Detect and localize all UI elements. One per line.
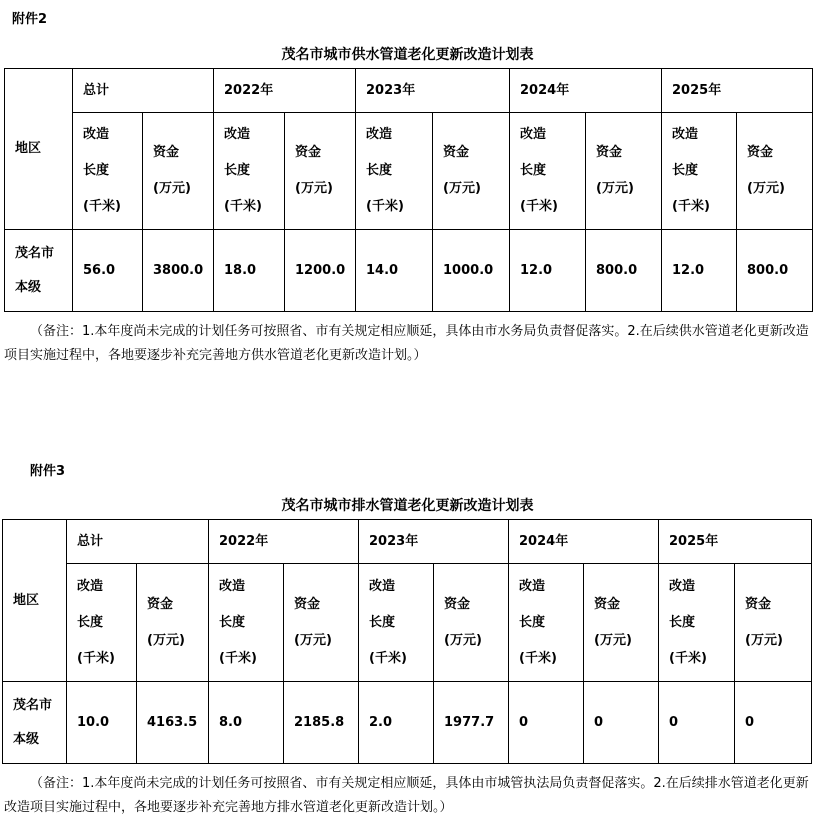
attachment-label: 附件2 [12,12,48,27]
header-fund-cell: 资金 (万元) [284,564,359,682]
header-length-cell: 改造 长度 (千米) [356,113,433,230]
drainage-table [2,519,812,764]
header-group-2022: 2022年 [214,69,356,113]
header-length-cell: 改造 长度 (千米) [67,564,137,682]
header-group-2024: 2024年 [510,69,662,113]
header-fund-cell: 资金 (万元) [434,564,509,682]
value-cell: 1977.7 [434,682,509,764]
value-cell: 0 [735,682,812,764]
value-cell: 2185.8 [284,682,359,764]
header-group-total: 总计 [73,69,214,113]
header-length-cell: 改造 长度 (千米) [659,564,735,682]
value-cell: 14.0 [356,230,433,312]
value-cell: 4163.5 [137,682,209,764]
header-region: 地区 [3,520,67,682]
header-fund-cell: 资金 (万元) [735,564,812,682]
header-group-2023: 2023年 [359,520,509,564]
header-group-2025: 2025年 [662,69,813,113]
header-group-2022: 2022年 [209,520,359,564]
value-cell: 800.0 [586,230,662,312]
header-region: 地区 [5,69,73,230]
value-cell: 0 [509,682,584,764]
water-supply-table [4,68,813,312]
value-cell: 10.0 [67,682,137,764]
table-note: （备注：1.本年度尚未完成的计划任务可按照省、市有关规定相应顺延，具体由市水务局负责督促落实。2.在后续供水管道老化更新改造项目实施过程中，各地要逐步补充完善地方供水管道老化更新改造计划。） [4,324,809,363]
header-fund-cell: 资金 (万元) [143,113,214,230]
value-cell: 2.0 [359,682,434,764]
header-fund-cell: 资金 (万元) [737,113,813,230]
header-fund-cell: 资金 (万元) [137,564,209,682]
header-length-cell: 改造 长度 (千米) [73,113,143,230]
header-length-cell: 改造 长度 (千米) [209,564,284,682]
header-length-cell: 改造 长度 (千米) [510,113,586,230]
header-group-2025: 2025年 [659,520,812,564]
header-length-cell: 改造 长度 (千米) [359,564,434,682]
value-cell: 18.0 [214,230,285,312]
value-cell: 800.0 [737,230,813,312]
region-cell: 茂名市 本级 [3,682,67,764]
header-length-cell: 改造 长度 (千米) [214,113,285,230]
table-title: 茂名市城市供水管道老化更新改造计划表 [281,47,534,63]
header-fund-cell: 资金 (万元) [584,564,659,682]
header-length-cell: 改造 长度 (千米) [509,564,584,682]
header-fund-cell: 资金 (万元) [433,113,510,230]
table-note: （备注：1.本年度尚未完成的计划任务可按照省、市有关规定相应顺延，具体由市城管执法局负责督促落实。2.在后续排水管道老化更新改造项目实施过程中，各地要逐步补充完善地方排水管道老化更新改造计划。） [4,776,809,815]
value-cell: 0 [659,682,735,764]
value-cell: 12.0 [510,230,586,312]
header-group-2024: 2024年 [509,520,659,564]
header-group-2023: 2023年 [356,69,510,113]
value-cell: 3800.0 [143,230,214,312]
value-cell: 0 [584,682,659,764]
value-cell: 1200.0 [285,230,356,312]
header-group-total: 总计 [67,520,209,564]
value-cell: 56.0 [73,230,143,312]
value-cell: 1000.0 [433,230,510,312]
value-cell: 12.0 [662,230,737,312]
value-cell: 8.0 [209,682,284,764]
table-title: 茂名市城市排水管道老化更新改造计划表 [281,498,534,514]
attachment-label: 附件3 [30,464,66,479]
header-fund-cell: 资金 (万元) [586,113,662,230]
header-length-cell: 改造 长度 (千米) [662,113,737,230]
header-fund-cell: 资金 (万元) [285,113,356,230]
region-cell: 茂名市 本级 [5,230,73,312]
